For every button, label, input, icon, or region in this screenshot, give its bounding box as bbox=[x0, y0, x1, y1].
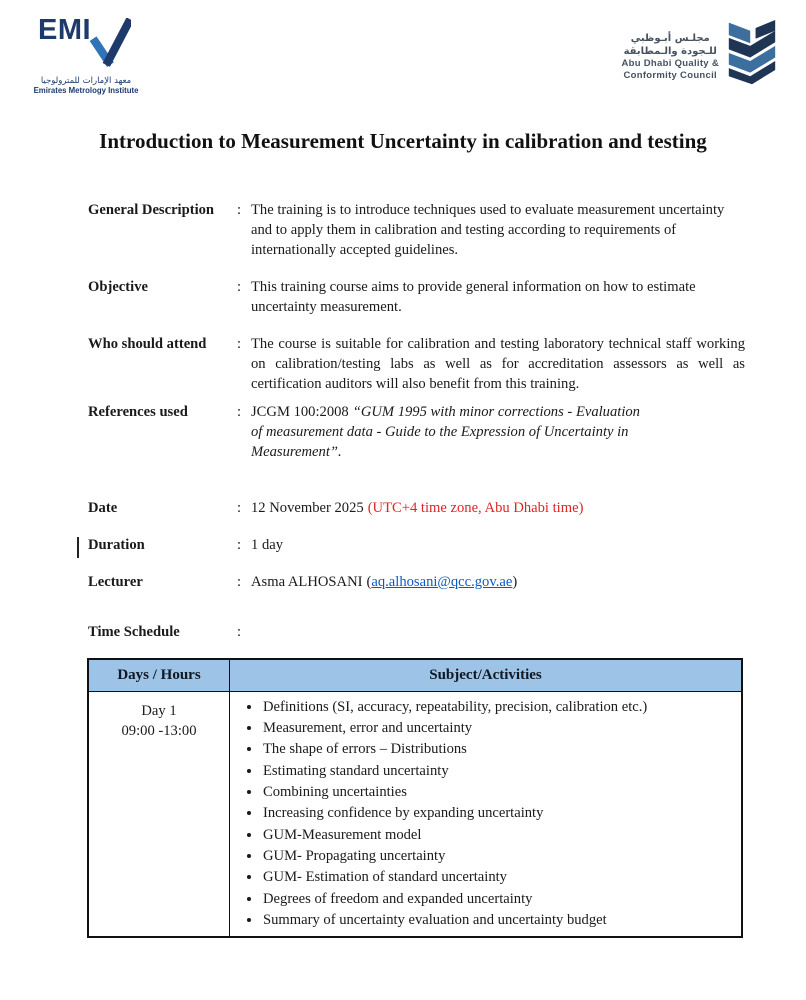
open-paren: ( bbox=[366, 573, 372, 590]
reference-title-part2: of measurement data - Guide to the Expression of Uncertainty in bbox=[251, 423, 629, 440]
lecturer-email-link[interactable]: aq.alhosani@qcc.gov.ae bbox=[371, 573, 513, 590]
list-item: • Increasing confidence by expanding uncertainty bbox=[262, 803, 735, 824]
field-colon: : bbox=[237, 536, 242, 553]
field-time-schedule bbox=[88, 622, 748, 642]
emi-arabic-name: معهد الإمارات للمترولوجيا bbox=[40, 76, 132, 86]
qcc-logo bbox=[621, 16, 778, 91]
field-colon: : bbox=[237, 573, 242, 590]
field-value: The course is suitable for calibration and testing laboratory technical staff working on calibration/testing labs as well as for accreditation assessors as well as certification auditors will also benefit from this training. bbox=[251, 335, 745, 392]
field-objective bbox=[88, 277, 748, 317]
field-label: Date bbox=[88, 499, 118, 516]
field-label: References used bbox=[88, 403, 188, 420]
subject-activities-cell bbox=[230, 691, 743, 937]
list-item: • Combining uncertainties bbox=[262, 782, 735, 803]
list-item: • Degrees of freedom and expanded uncertainty bbox=[262, 889, 735, 910]
field-duration bbox=[88, 535, 748, 555]
field-label: Time Schedule bbox=[88, 623, 180, 640]
qcc-english-line1: Abu Dhabi Quality & bbox=[621, 58, 719, 69]
field-colon: : bbox=[237, 623, 242, 640]
day-hours-cell bbox=[88, 691, 230, 937]
qcc-english-line2: Conformity Council bbox=[623, 70, 717, 82]
list-item: • Estimating standard uncertainty bbox=[262, 761, 735, 782]
field-label: Objective bbox=[88, 278, 148, 295]
emi-wordmark: EMI bbox=[38, 14, 92, 46]
schedule-header-subject-activities: Subject/Activities bbox=[230, 659, 743, 692]
field-list bbox=[88, 200, 748, 642]
field-who-should-attend bbox=[88, 334, 748, 394]
field-label: Duration bbox=[88, 536, 145, 553]
field-value: The training is to introduce techniques used to evaluate measurement uncertainty and to apply them in calibration and testing according to requirements of internationally accepted guidelines. bbox=[251, 201, 725, 258]
close-paren: ) bbox=[512, 573, 518, 590]
field-lecturer bbox=[88, 572, 748, 592]
list-item: • Summary of uncertainty evaluation and uncertainty budget bbox=[262, 910, 735, 931]
qcc-arabic-line2: للـجودة والـمطابقة bbox=[623, 46, 717, 57]
page-title: Introduction to Measurement Uncertainty in calibration and testing bbox=[99, 128, 707, 153]
lecturer-name: Asma ALHOSANI bbox=[251, 573, 363, 590]
activities-list bbox=[230, 697, 735, 931]
field-date bbox=[88, 498, 748, 518]
list-item: • GUM-Measurement model bbox=[262, 825, 735, 846]
schedule-table bbox=[87, 658, 743, 938]
field-value bbox=[251, 498, 745, 518]
field-colon: : bbox=[237, 335, 242, 352]
duration-value: 1 day bbox=[251, 536, 284, 553]
emi-english-name: Emirates Metrology Institute bbox=[33, 86, 139, 96]
checkmark-icon bbox=[89, 18, 131, 73]
emi-logo bbox=[30, 16, 142, 96]
field-colon: : bbox=[237, 201, 242, 218]
table-row bbox=[88, 691, 742, 937]
timezone-note: (UTC+4 time zone, Abu Dhabi time) bbox=[367, 499, 584, 516]
header-logos bbox=[0, 0, 806, 96]
qcc-logo-text bbox=[621, 32, 719, 83]
date-value: 12 November 2025 bbox=[251, 499, 364, 516]
reference-standard: JCGM 100:2008 bbox=[251, 403, 349, 420]
hours-label: 09:00 -13:00 bbox=[121, 722, 197, 739]
day-label: Day 1 bbox=[141, 702, 177, 719]
field-value bbox=[251, 572, 745, 592]
list-item: • Definitions (SI, accuracy, repeatability, precision, calibration etc.) bbox=[262, 697, 735, 718]
field-value bbox=[251, 402, 745, 462]
schedule-header-row bbox=[88, 659, 742, 692]
field-colon: : bbox=[237, 403, 242, 420]
schedule-header-days-hours: Days / Hours bbox=[88, 659, 230, 692]
field-general-description bbox=[88, 200, 748, 260]
qcc-arabic-line1: مجلـس أبـوظبي bbox=[630, 33, 710, 44]
reference-title-part1: “GUM 1995 with minor corrections - Evaluation bbox=[352, 403, 640, 420]
reference-title-part3: Measurement”. bbox=[251, 443, 342, 460]
list-item: • The shape of errors – Distributions bbox=[262, 739, 735, 760]
text-cursor-artifact bbox=[77, 537, 79, 558]
field-value: This training course aims to provide general information on how to estimate uncertainty measurement. bbox=[251, 278, 696, 315]
field-label: Lecturer bbox=[88, 573, 143, 590]
list-item: • Measurement, error and uncertainty bbox=[262, 718, 735, 739]
field-label: Who should attend bbox=[88, 335, 207, 352]
field-references-used bbox=[88, 402, 748, 462]
list-item: • GUM- Propagating uncertainty bbox=[262, 846, 735, 867]
field-label: General Description bbox=[88, 201, 215, 218]
field-colon: : bbox=[237, 278, 242, 295]
list-item: • GUM- Estimation of standard uncertainty bbox=[262, 867, 735, 888]
field-colon: : bbox=[237, 499, 242, 516]
chevron-shield-icon bbox=[726, 20, 778, 91]
